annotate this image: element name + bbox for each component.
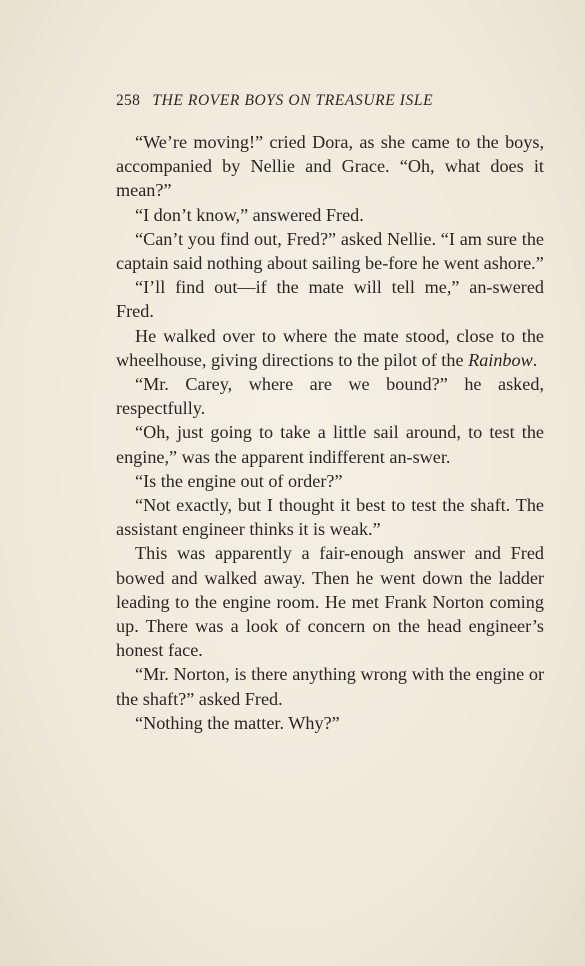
paragraph — [116, 324, 544, 372]
paragraph: “I’ll find out—if the mate will tell me,” an-swered Fred. — [116, 277, 544, 322]
paragraph: This was apparently a fair-enough answer and Fred bowed and walked away. Then he went down the ladder leading to the engine room. He met Frank Norton coming up. There was a look of concern on the head engineer’s honest face. — [116, 543, 544, 661]
paragraph: “Mr. Carey, where are we bound?” he asked, respectfully. — [116, 374, 544, 419]
paragraph: “Is the engine out of order?” — [135, 470, 343, 491]
paragraph-text: . — [532, 349, 538, 370]
paragraph: “I don’t know,” answered Fred. — [135, 204, 364, 225]
running-header — [116, 92, 506, 110]
ship-name: Rainbow — [468, 349, 533, 370]
page-number: 258 — [116, 92, 141, 109]
paragraph: “We’re moving!” cried Dora, as she came to the boys, accompanied by Nellie and Grace. “Oh, what does it mean?” — [116, 132, 544, 201]
running-title: THE ROVER BOYS ON TREASURE ISLE — [152, 92, 434, 109]
paragraph-text: He walked over to where the mate stood, close to the wheelhouse, giving directions to the pilot of the — [116, 325, 544, 370]
paragraph: “Can’t you find out, Fred?” asked Nellie. “I am sure the captain said nothing about sailing be-fore he went ashore.” — [116, 228, 544, 274]
paragraph: “Oh, just going to take a little sail around, to test the engine,” was the apparent indifferent an-swer. — [116, 422, 544, 467]
paragraph: “Mr. Norton, is there anything wrong with the engine or the shaft?” asked Fred. — [116, 664, 544, 709]
body-text — [116, 130, 544, 735]
paragraph: “Not exactly, but I thought it best to test the shaft. The assistant engineer thinks it is weak.” — [116, 495, 544, 540]
paragraph: “Nothing the matter. Why?” — [135, 712, 340, 733]
